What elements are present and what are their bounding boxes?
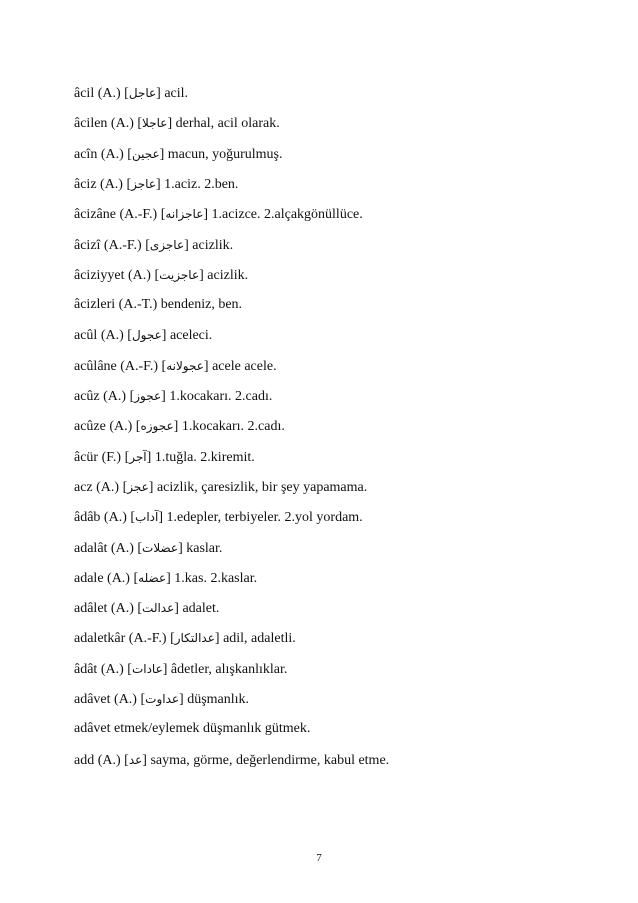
dictionary-entry: adale (A.) [عضله] 1.kas. 2.kaslar.	[74, 571, 258, 586]
entry-arabic-script: عاجزی	[149, 238, 185, 252]
dictionary-entry: âciziyyet (A.) [عاجزيت] acizlik.	[74, 268, 249, 283]
entry-arabic-script: عجين	[131, 147, 160, 161]
entry-headword: adâlet (A.)	[74, 601, 134, 616]
dictionary-entry: adaletkâr (A.-F.) [عدالتكار] adil, adaletli.	[74, 631, 296, 646]
entry-definition: 1.kocakarı. 2.cadı.	[169, 389, 273, 404]
entry-headword: adâvet etmek/eylemek düşmanlık gütmek.	[74, 721, 311, 736]
entry-headword: âdâb (A.)	[74, 510, 127, 525]
entry-arabic-script: عجوزه	[140, 419, 174, 433]
entry-arabic-script: عد	[128, 753, 143, 767]
entry-arabic-script: عضله	[138, 571, 167, 585]
entry-definition: 1.tuğla. 2.kiremit.	[154, 450, 255, 465]
dictionary-entry: âcizâne (A.-F.) [عاجزانه] 1.acizce. 2.alçakgönüllüce.	[74, 207, 363, 222]
entry-headword: acûlâne (A.-F.)	[74, 359, 159, 374]
dictionary-entry: âcil (A.) [عاجل] acil.	[74, 86, 189, 101]
entry-definition: kaslar.	[186, 541, 223, 556]
entry-headword: acîn (A.)	[74, 147, 124, 162]
dictionary-entry: adâvet (A.) [عداوت] düşmanlık.	[74, 692, 250, 707]
page-number: 7	[316, 852, 322, 864]
entry-arabic-script: عاجز	[131, 177, 156, 191]
entry-headword: âcizleri (A.-T.) bendeniz, ben.	[74, 297, 243, 312]
dictionary-entry	[74, 296, 242, 314]
entry-headword: adaletkâr (A.-F.)	[74, 631, 167, 646]
dictionary-entry: âdâb (A.) [آداب] 1.edepler, terbiyeler. 2.yol yordam.	[74, 510, 363, 525]
entry-headword: adale (A.)	[74, 571, 130, 586]
entry-definition: adil, adaletli.	[223, 631, 296, 646]
entry-definition: 1.aciz. 2.ben.	[164, 177, 239, 192]
entry-headword: âcizâne (A.-F.)	[74, 207, 158, 222]
entry-headword: acûl (A.)	[74, 328, 124, 343]
dictionary-entry: add (A.) [عد] sayma, görme, değerlendirme, kabul etme.	[74, 753, 390, 768]
entry-arabic-script: عداوت	[145, 692, 180, 706]
entry-headword: add (A.)	[74, 753, 121, 768]
entry-arabic-script: عاجزانه	[165, 207, 204, 221]
entry-definition: 1.edepler, terbiyeler. 2.yol yordam.	[166, 510, 363, 525]
entry-arabic-script: آجر	[129, 450, 147, 464]
entry-headword: acz (A.)	[74, 480, 120, 495]
entry-headword: âcizî (A.-F.)	[74, 238, 142, 253]
entry-definition: acizlik, çaresizlik, bir şey yapamama.	[156, 480, 368, 495]
entry-definition: âdetler, alışkanlıklar.	[170, 662, 288, 677]
entry-arabic-script: عجوز	[134, 389, 162, 403]
dictionary-entry	[74, 720, 310, 738]
entry-headword: âcilen (A.)	[74, 116, 134, 131]
entry-headword: adâvet (A.)	[74, 692, 137, 707]
entry-arabic-script: عجولانه	[166, 359, 204, 373]
entry-arabic-script: عاجلا	[142, 116, 168, 130]
entry-headword: âciziyyet (A.)	[74, 268, 151, 283]
entry-headword: âcür (F.)	[74, 450, 122, 465]
dictionary-entry: acûz (A.) [عجوز] 1.kocakarı. 2.cadı.	[74, 389, 273, 404]
entry-definition: düşmanlık.	[187, 692, 250, 707]
entry-definition: 1.kas. 2.kaslar.	[174, 571, 258, 586]
entry-arabic-script: آداب	[135, 510, 159, 524]
entry-definition: aceleci.	[169, 328, 213, 343]
entry-definition: acizlik.	[207, 268, 249, 283]
entry-definition: acizlik.	[192, 238, 234, 253]
entry-definition: 1.kocakarı. 2.cadı.	[181, 419, 285, 434]
dictionary-entry: âcizî (A.-F.) [عاجزی] acizlik.	[74, 238, 234, 253]
entry-definition: derhal, acil olarak.	[175, 116, 280, 131]
entry-arabic-script: عاجل	[128, 86, 157, 100]
entry-arabic-script: عدالت	[142, 601, 175, 615]
dictionary-entry: âciz (A.) [عاجز] 1.aciz. 2.ben.	[74, 177, 239, 192]
entry-arabic-script: عجول	[131, 328, 162, 342]
dictionary-entry: acûl (A.) [عجول] aceleci.	[74, 328, 213, 343]
entry-headword: âcil (A.)	[74, 86, 121, 101]
entry-arabic-script: عجز	[127, 480, 149, 494]
entry-arabic-script: عضلات	[142, 541, 179, 555]
entry-arabic-script: عدالتكار	[174, 631, 215, 645]
dictionary-entry: acûlâne (A.-F.) [عجولانه] acele acele.	[74, 359, 277, 374]
entry-headword: âdât (A.)	[74, 662, 124, 677]
entry-headword: adalât (A.)	[74, 541, 134, 556]
dictionary-entry: acîn (A.) [عجين] macun, yoğurulmuş.	[74, 147, 283, 162]
entry-headword: acûze (A.)	[74, 419, 133, 434]
entry-arabic-script: عادات	[131, 662, 163, 676]
entry-arabic-script: عاجزيت	[159, 268, 200, 282]
entry-definition: macun, yoğurulmuş.	[167, 147, 283, 162]
entry-definition: acele acele.	[212, 359, 277, 374]
dictionary-entry: âdât (A.) [عادات] âdetler, alışkanlıklar.	[74, 662, 288, 677]
dictionary-entry: acz (A.) [عجز] acizlik, çaresizlik, bir şey yapamama.	[74, 480, 368, 495]
dictionary-entry: âcür (F.) [آجر] 1.tuğla. 2.kiremit.	[74, 450, 255, 465]
entry-headword: âciz (A.)	[74, 177, 123, 192]
dictionary-entry: adalât (A.) [عضلات] kaslar.	[74, 541, 223, 556]
dictionary-entry: acûze (A.) [عجوزه] 1.kocakarı. 2.cadı.	[74, 419, 285, 434]
entry-definition: acil.	[164, 86, 189, 101]
entry-definition: sayma, görme, değerlendirme, kabul etme.	[150, 753, 390, 768]
dictionary-entry: âcilen (A.) [عاجلا] derhal, acil olarak.	[74, 116, 280, 131]
dictionary-entry: adâlet (A.) [عدالت] adalet.	[74, 601, 220, 616]
entry-headword: acûz (A.)	[74, 389, 127, 404]
entry-definition: 1.acizce. 2.alçakgönüllüce.	[211, 207, 363, 222]
entry-definition: adalet.	[182, 601, 220, 616]
